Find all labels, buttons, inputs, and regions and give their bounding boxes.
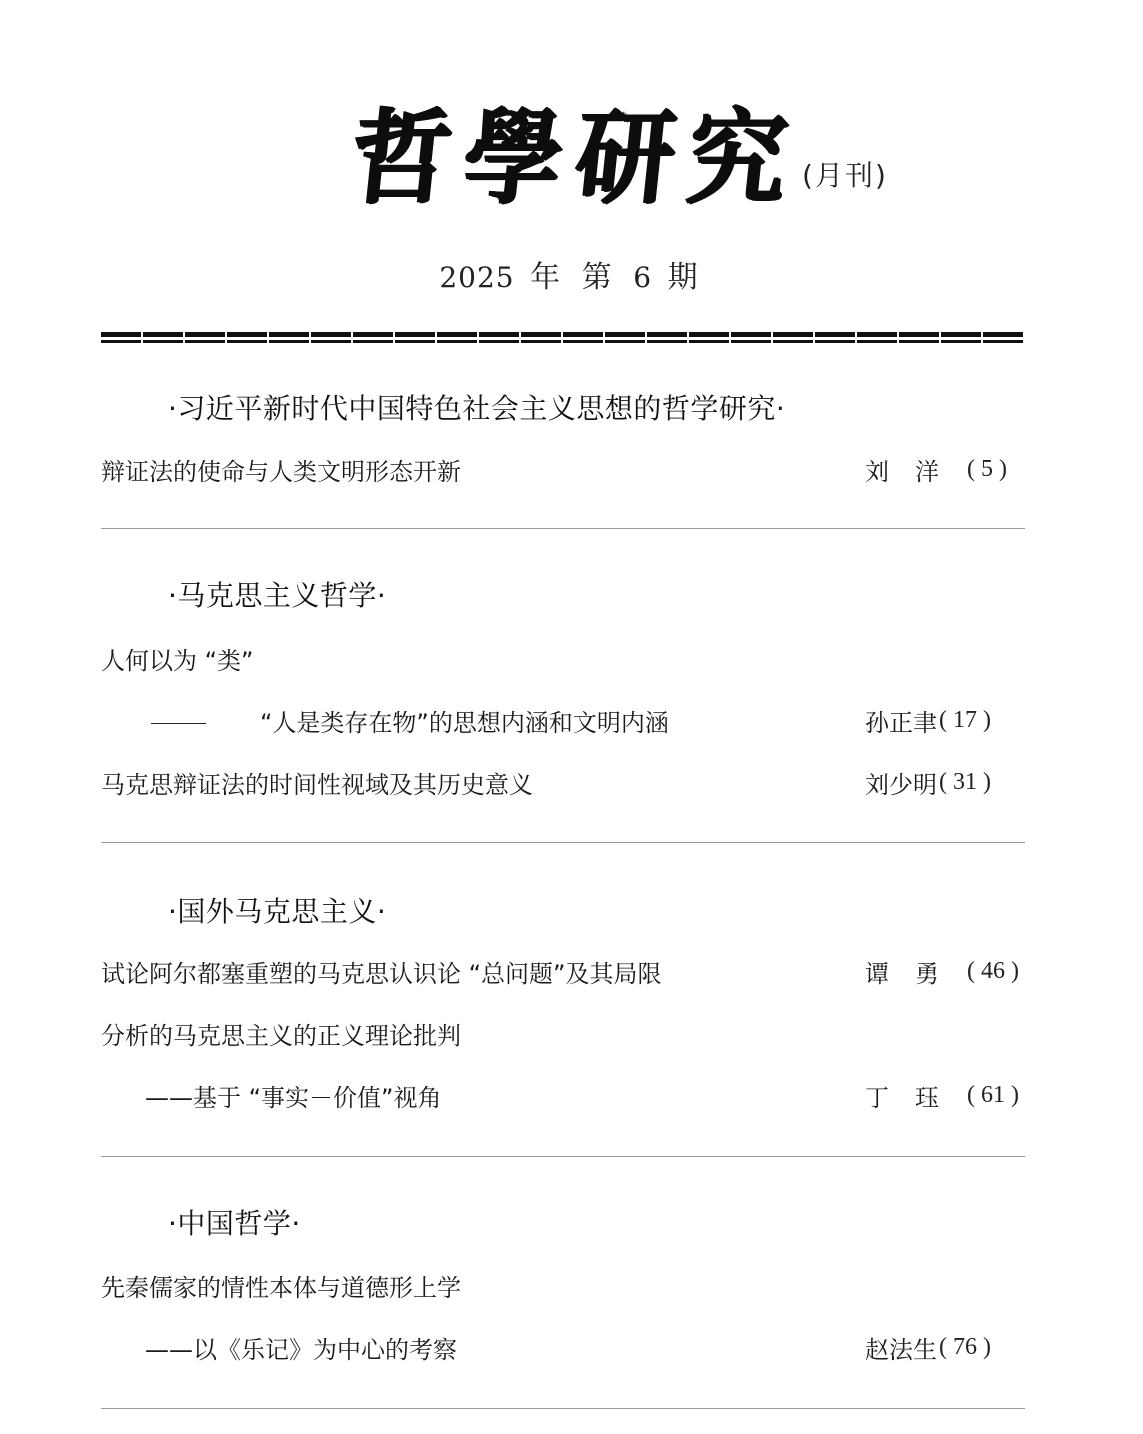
issue-year-char: 年 xyxy=(530,260,567,295)
toc-entry-subtitle[interactable] xyxy=(101,1075,1025,1115)
toc-entry[interactable] xyxy=(101,449,1025,489)
article-credit xyxy=(865,452,1025,487)
toc-entry[interactable] xyxy=(101,638,1025,678)
article-credit xyxy=(865,954,1025,989)
toc-entry[interactable] xyxy=(101,762,1025,802)
header-double-rule xyxy=(101,332,1025,343)
section-heading: ·中国哲学· xyxy=(168,1207,301,1240)
article-page: ( 31 ) xyxy=(939,768,991,795)
section-heading: ·习近平新时代中国特色社会主义思想的哲学研究· xyxy=(168,392,786,425)
journal-frequency: (月刊) xyxy=(802,159,888,192)
article-credit xyxy=(865,1330,1025,1365)
issue-di: 第 xyxy=(581,260,618,295)
article-page: ( 61 ) xyxy=(967,1081,1019,1108)
issue-number: 6 xyxy=(633,261,653,294)
article-title: 试论阿尔都塞重塑的马克思认识论 “总问题”及其局限 xyxy=(101,959,662,988)
article-page: ( 46 ) xyxy=(967,957,1019,984)
article-credit xyxy=(865,703,1025,738)
article-title: 先秦儒家的情性本体与道德形上学 xyxy=(101,1273,461,1302)
article-title: 分析的马克思主义的正义理论批判 xyxy=(101,1021,461,1050)
issue-qi: 期 xyxy=(667,260,704,295)
section-divider xyxy=(101,1156,1025,1157)
issue-line xyxy=(0,252,1143,296)
toc-entry[interactable] xyxy=(101,1265,1025,1305)
dash-rule xyxy=(151,723,206,724)
section-divider xyxy=(101,842,1025,843)
article-author: 赵法生 xyxy=(865,1335,937,1364)
issue-year: 2025 xyxy=(439,261,515,294)
section-heading: ·马克思主义哲学· xyxy=(168,579,387,612)
section-divider xyxy=(101,1408,1025,1409)
article-author: 丁珏 xyxy=(865,1083,965,1112)
article-page: ( 76 ) xyxy=(939,1333,991,1360)
toc-entry-subtitle[interactable] xyxy=(101,700,1025,740)
article-subtitle: ——基于 “事实－价值”视角 xyxy=(145,1083,442,1112)
article-title: 辩证法的使命与人类文明形态开新 xyxy=(101,457,461,486)
toc-entry[interactable] xyxy=(101,951,1025,991)
article-subtitle: ——以《乐记》为中心的考察 xyxy=(145,1335,457,1364)
article-page: ( 5 ) xyxy=(967,455,1007,482)
article-author: 孙正聿 xyxy=(865,708,937,737)
article-credit xyxy=(865,765,1025,800)
masthead xyxy=(345,78,888,219)
journal-logo-title: 哲學研究 xyxy=(345,98,807,219)
section-divider xyxy=(101,528,1025,529)
article-title: 人何以为 “类” xyxy=(101,646,254,675)
article-subtitle-wrap xyxy=(101,703,669,738)
article-author: 谭勇 xyxy=(865,959,965,988)
article-author: 刘少明 xyxy=(865,770,937,799)
toc-entry-subtitle[interactable] xyxy=(101,1327,1025,1367)
article-title: 马克思辩证法的时间性视域及其历史意义 xyxy=(101,770,533,799)
article-credit xyxy=(865,1078,1025,1113)
article-author: 刘洋 xyxy=(865,457,965,486)
article-page: ( 17 ) xyxy=(939,706,991,733)
toc-entry[interactable] xyxy=(101,1013,1025,1053)
article-subtitle: “人是类存在物”的思想内涵和文明内涵 xyxy=(260,708,669,737)
section-heading: ·国外马克思主义· xyxy=(168,895,387,928)
